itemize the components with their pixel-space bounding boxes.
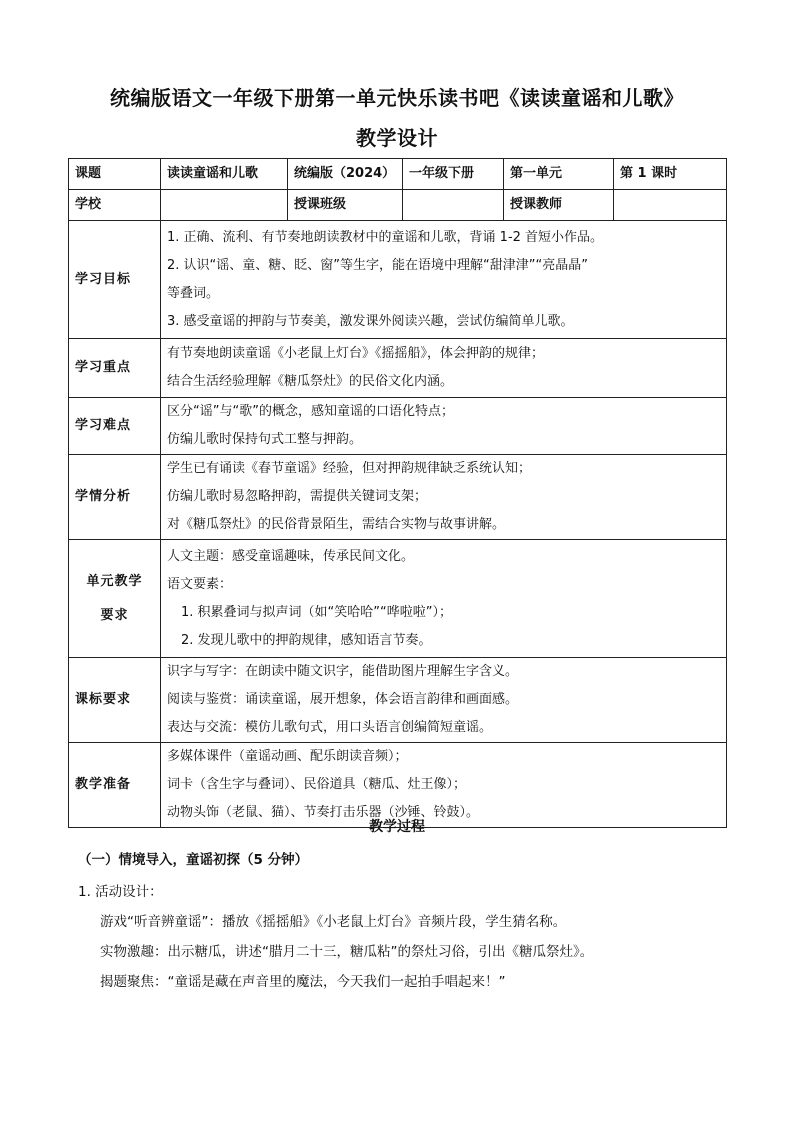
analysis-line-1: 学生已有诵读《春节童谣》经验，但对押韵规律缺乏系统认知； [167,461,532,476]
key-point-line-1: 有节奏地朗读童谣《小老鼠上灯台》《摇摇船》，体会押韵的规律； [167,346,545,361]
objective-line-3: 等叠词。 [167,285,220,301]
row-curriculum-standards [69,658,727,743]
unit-line-2: 语文要素： [167,576,233,592]
analysis-line-3: 对《糖瓜祭灶》的民俗背景陌生，需结合实物与故事讲解。 [167,517,506,532]
cell-school-label: 学校 [69,190,161,221]
preparation-line-3: 动物头饰（老鼠、猫）、节奏打击乐器（沙锤、铃鼓）。 [167,805,480,820]
cell-grade: 一年级下册 [403,159,504,190]
header-row [69,159,727,190]
content-student-analysis [161,455,727,540]
label-curriculum-standards: 课标要求 [69,658,161,743]
standard-line-3: 表达与交流：模仿儿歌句式，用口头语言创编简短童谣。 [167,720,493,735]
teaching-process-title: 教学过程 [369,819,425,835]
cell-teacher-value [614,190,727,221]
row-unit-requirements [69,540,727,658]
cell-class-label: 授课班级 [288,190,403,221]
row-learning-objectives [69,221,727,339]
label-unit-requirements-1: 单元教学 [86,573,143,589]
cell-topic-value: 读读童谣和儿歌 [161,159,288,190]
unit-line-1: 人文主题：感受童谣趣味，传承民间文化。 [167,548,415,564]
activity-step-1: 游戏“听音辨童谣”：播放《摇摇船》《小老鼠上灯台》音频片段，学生猜名称。 [100,914,567,930]
content-unit-requirements [161,540,727,658]
row-difficulties [69,398,727,455]
preparation-line-2: 词卡（含生字与叠词）、民俗道具（糖瓜、灶王像）； [167,777,467,792]
content-difficulties [161,398,727,455]
difficulty-line-1: 区分“谣”与“歌”的概念，感知童谣的口语化特点； [167,404,454,419]
standard-line-2: 阅读与鉴赏：诵读童谣，展开想象，体会语言韵律和画面感。 [167,692,519,707]
label-teaching-preparation: 教学准备 [69,743,161,828]
row-student-analysis [69,455,727,540]
activity-step-2: 实物激趣：出示糖瓜，讲述“腊月二十三，糖瓜粘”的祭灶习俗，引出《糖瓜祭灶》。 [100,944,594,960]
objective-line-2: 2. 认识“谣、童、糖、眨、窗”等生字，能在语境中理解“甜津津”“亮晶晶” [167,257,588,273]
lesson-plan-table [68,158,727,828]
label-learning-objectives: 学习目标 [69,221,161,339]
cell-unit: 第一单元 [504,159,614,190]
section-heading-1: （一）情境导入，童谣初探（5 分钟） [78,852,309,868]
content-teaching-preparation [161,743,727,828]
content-curriculum-standards [161,658,727,743]
label-difficulties: 学习难点 [69,398,161,455]
content-key-points [161,339,727,398]
school-row [69,190,727,221]
standard-line-1: 识字与写字：在朗读中随文识字，能借助图片理解生字含义。 [167,664,519,679]
content-learning-objectives [161,221,727,339]
cell-lesson-hour: 第 1 课时 [614,159,727,190]
analysis-line-2: 仿编儿歌时易忽略押韵，需提供关键词支架； [167,489,428,504]
cell-teacher-label: 授课教师 [504,190,614,221]
cell-school-value [161,190,288,221]
key-point-line-2: 结合生活经验理解《糖瓜祭灶》的民俗文化内涵。 [167,374,454,389]
cell-edition: 统编版（2024） [288,159,403,190]
activity-design-heading: 1. 活动设计： [78,884,163,900]
cell-topic-label: 课题 [69,159,161,190]
preparation-line-1: 多媒体课件（童谣动画、配乐朗读音频）； [167,749,408,764]
unit-line-4: 2. 发现儿歌中的押韵规律，感知语言节奏。 [181,632,432,648]
label-unit-requirements-2: 要求 [100,607,129,623]
difficulty-line-2: 仿编儿歌时保持句式工整与押韵。 [167,432,363,447]
label-unit-requirements [69,540,161,658]
label-key-points: 学习重点 [69,339,161,398]
document-title-line2: 教学设计 [356,126,438,150]
objective-line-1: 1. 正确、流利、有节奏地朗读教材中的童谣和儿歌，背诵 1-2 首短小作品。 [167,229,604,245]
label-student-analysis: 学情分析 [69,455,161,540]
unit-line-3: 1. 积累叠词与拟声词（如“笑哈哈”“哗啦啦”）； [181,604,452,620]
cell-class-value [403,190,504,221]
activity-step-3: 揭题聚焦：“童谣是藏在声音里的魔法，今天我们一起拍手唱起来！” [100,974,506,990]
objective-line-4: 3. 感受童谣的押韵与节奏美，激发课外阅读兴趣，尝试仿编简单儿歌。 [167,313,574,329]
row-teaching-preparation [69,743,727,828]
document-title-line1: 统编版语文一年级下册第一单元快乐读书吧《读读童谣和儿歌》 [110,86,684,110]
row-key-points [69,339,727,398]
